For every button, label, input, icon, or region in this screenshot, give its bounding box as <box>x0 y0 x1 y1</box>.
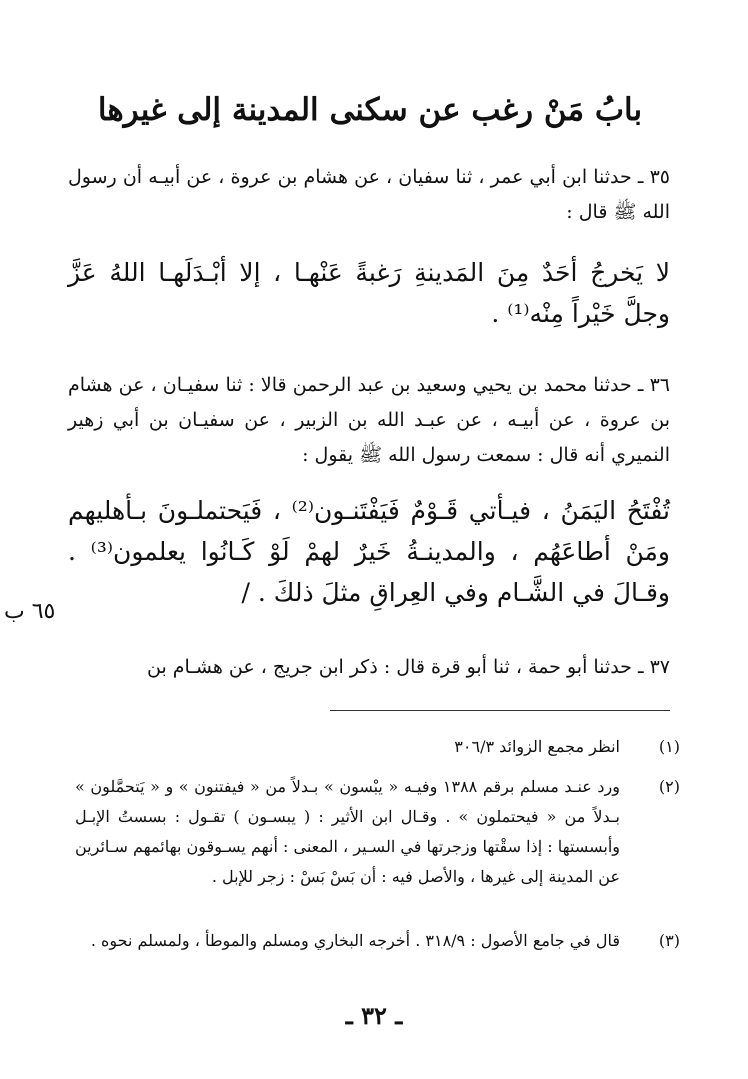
footnote-text: ورد عنـد مسلم برقم ١٣٨٨ وفيـه « يبْسون » بـدلاً من « فيفتنون » و « يَتحمَّلون » بـدلاً من « فيحتملون » . وقـال ابن الأثير : ( يبسـون ) تقـول : بسستُ الإبـل وأبسستها : إذا سقْتها وزجرتها في السـير ، المعنى : أنهم يسـوقون بهائمهم سـائرين عن المدينة إلى غيرها ، والأصل فيه : أن بَسْ بَسْ : زجر للإبل . <box>75 777 621 886</box>
footnote-text: قال في جامع الأصول : ٣١٨/٩ . أخرجه البخاري ومسلم والموطأ ، ولمسلم نحوه . <box>90 931 620 950</box>
folio-margin-note: ٦٥ ب <box>4 599 56 624</box>
hadith-37-isnad: ٣٧ ـ حدثنا أبو حمة ، ثنا أبو قرة قال : ذكر ابن جريج ، عن هشـام بن <box>147 656 670 678</box>
hadith-35-isnad: ٣٥ ـ حدثنا ابن أبي عمر ، ثنا سفيان ، عن هشام بن عروة ، عن أبيـه أن رسول الله ﷺ قال : <box>68 166 670 223</box>
footnote-separator <box>330 710 670 711</box>
chapter-title: بابُ مَنْ رغب عن سكنى المدينة إلى غيرها <box>97 92 643 128</box>
footnote-text: انظر مجمع الزوائد ٣٠٦/٣ <box>454 737 620 756</box>
hadith-36-matn: تُفْتَحُ اليَمَنُ ، فيـأتي قَـوْمٌ فَيَفْتَنـون⁽²⁾ ، فَيَحتملـونَ بـأهليهم ومَنْ أطاعَهُم ، والمدينـةُ خَيرٌ لهمْ لَوْ كَـانُوا يعلمون⁽³⁾ . وقـالَ في الشَّـام وفي العِراقِ مثلَ ذلكَ . / <box>68 496 671 607</box>
footnote-3 <box>75 926 680 956</box>
footnote-number: (٢) <box>658 777 680 796</box>
footnote-number: (٣) <box>658 931 680 950</box>
hadith-35-matn: لا يَخرجُ أحَدٌ مِنَ المَدينةِ رَغبةً عَنْهـا ، إلا أبْـدَلَهـا اللهُ عَزَّ وجلَّ خَيْراً مِنْه⁽¹⁾ . <box>68 258 670 328</box>
hadith-36-isnad: ٣٦ ـ حدثنا محمد بن يحيي وسعيد بن عبد الرحمن قالا : ثنا سفيـان ، عن هشام بن عروة ، عن أبيـه ، عن عبـد الله بن الزبير ، عن سفيـان بن أبي زهير النميري أنه قال : سمعت رسول الله ﷺ يقول : <box>68 374 670 466</box>
footnote-2 <box>75 772 680 892</box>
page-number: ـ ٣٢ ـ <box>345 1001 403 1030</box>
footnote-1 <box>75 732 680 762</box>
footnote-number: (١) <box>658 737 680 756</box>
